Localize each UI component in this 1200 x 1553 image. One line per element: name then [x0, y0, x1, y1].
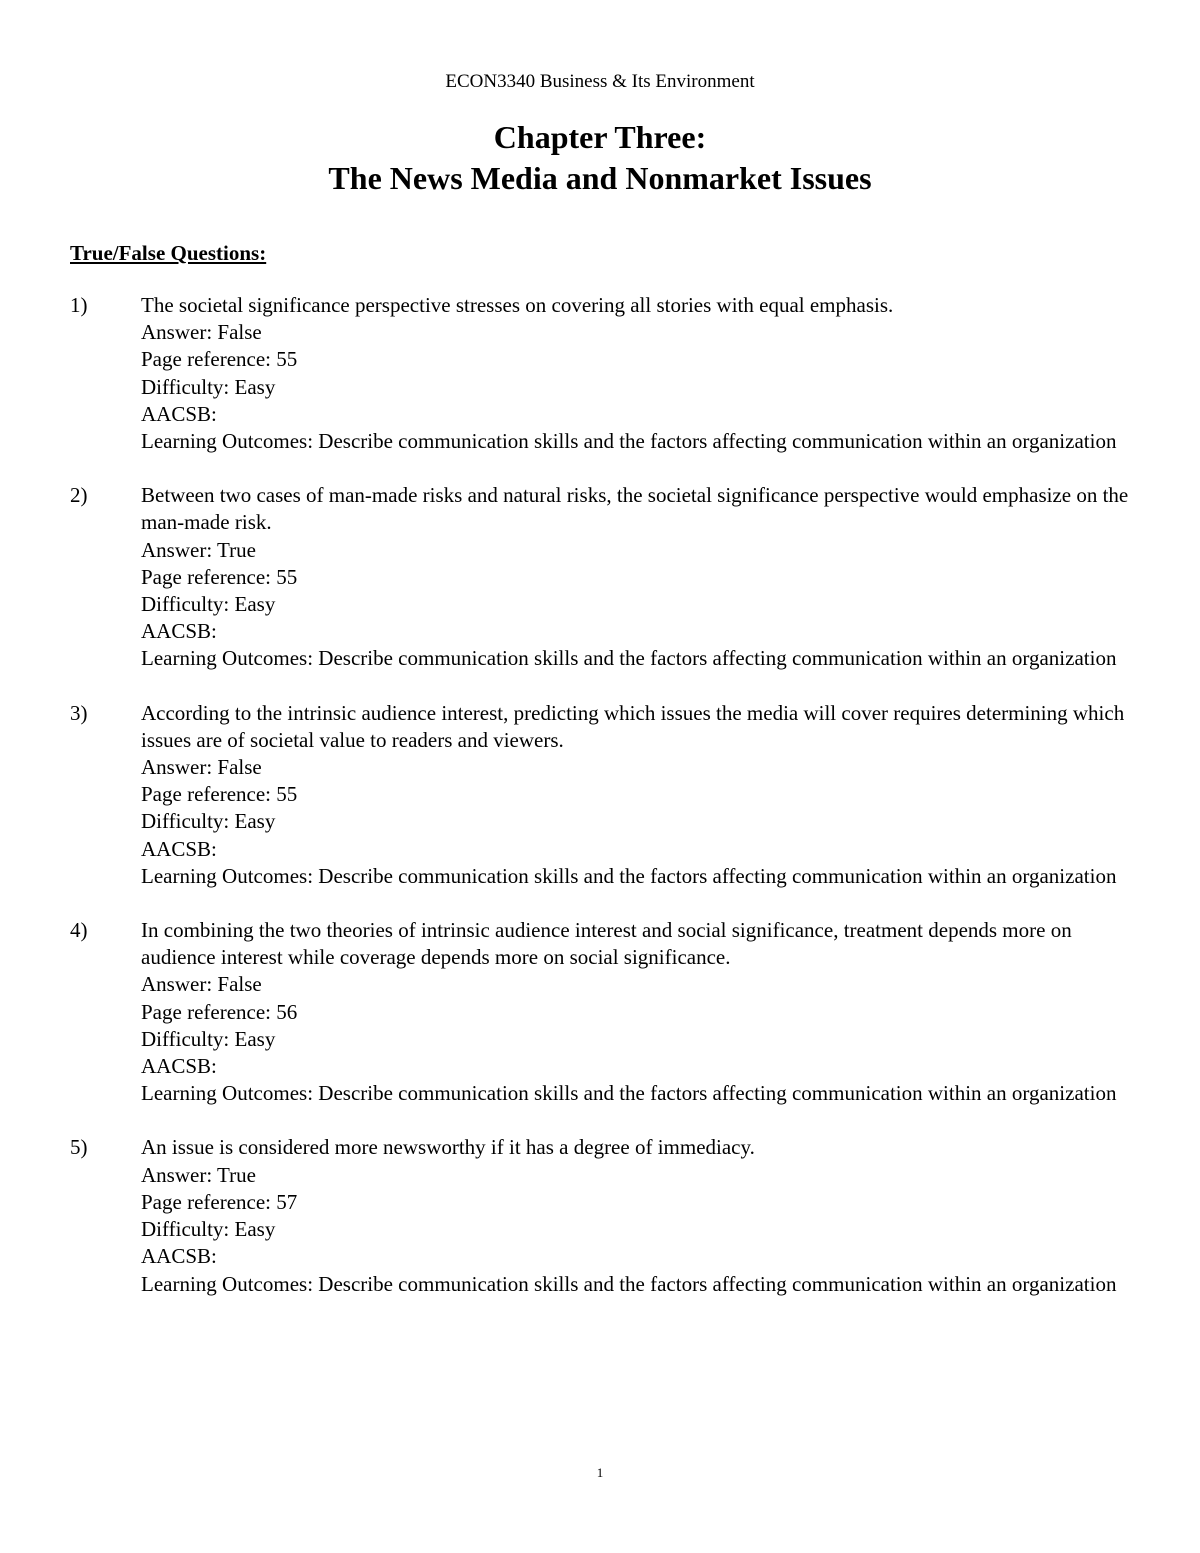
question-body — [141, 917, 1130, 1107]
question-answer: Answer: False — [141, 972, 262, 997]
page-number: 1 — [596, 1465, 604, 1480]
question-answer: Answer: False — [141, 755, 262, 780]
section-heading: True/False Questions: — [70, 241, 267, 265]
question-aacsb: AACSB: — [141, 1244, 217, 1269]
question-difficulty: Difficulty: Easy — [141, 1217, 276, 1242]
question-text: Between two cases of man-made risks and natural risks, the societal significance perspective would emphasize on the man-made risk. — [141, 483, 1129, 535]
question-text: In combining the two theories of intrinsic audience interest and social significance, treatment depends more on audience interest while coverage depends more on social significance. — [141, 918, 1072, 970]
question-text: According to the intrinsic audience interest, predicting which issues the media will cover requires determining which issues are of societal value to readers and viewers. — [141, 700, 1125, 752]
question-learning-outcomes: Learning Outcomes: Describe communication skills and the factors affecting communication within an organization — [141, 1271, 1117, 1296]
question-number: 2) — [70, 483, 88, 508]
question-aacsb: AACSB: — [141, 619, 217, 644]
question-number: 3) — [70, 700, 88, 725]
question-body — [141, 482, 1130, 672]
question-difficulty: Difficulty: Easy — [141, 1026, 276, 1051]
question-difficulty: Difficulty: Easy — [141, 809, 276, 834]
chapter-title — [0, 117, 1200, 199]
chapter-title-line-2: The News Media and Nonmarket Issues — [328, 160, 872, 196]
course-header: ECON3340 Business & Its Environment — [445, 71, 755, 92]
question-page-reference: Page reference: 55 — [141, 347, 298, 372]
question-learning-outcomes: Learning Outcomes: Describe communication skills and the factors affecting communication within an organization — [141, 646, 1117, 671]
question-page-reference: Page reference: 56 — [141, 999, 298, 1024]
question-number: 1) — [70, 293, 88, 317]
question-learning-outcomes: Learning Outcomes: Describe communication skills and the factors affecting communication within an organization — [141, 1081, 1117, 1106]
question-aacsb: AACSB: — [141, 1054, 217, 1079]
question-aacsb: AACSB: — [141, 401, 217, 426]
question-item — [70, 917, 1130, 1107]
question-list — [70, 292, 1130, 1325]
question-page-reference: Page reference: 57 — [141, 1189, 298, 1214]
question-number: 5) — [70, 1135, 88, 1160]
question-difficulty: Difficulty: Easy — [141, 374, 276, 399]
question-body — [141, 292, 1130, 455]
question-body — [141, 700, 1130, 890]
question-answer: Answer: True — [141, 1162, 256, 1187]
question-body — [141, 1134, 1130, 1297]
question-item — [70, 1134, 1130, 1297]
question-answer: Answer: False — [141, 320, 262, 345]
question-page-reference: Page reference: 55 — [141, 782, 298, 807]
question-page-reference: Page reference: 55 — [141, 564, 298, 589]
question-number: 4) — [70, 918, 88, 943]
question-answer: Answer: True — [141, 537, 256, 562]
question-difficulty: Difficulty: Easy — [141, 592, 276, 617]
question-item — [70, 700, 1130, 890]
question-aacsb: AACSB: — [141, 836, 217, 861]
question-learning-outcomes: Learning Outcomes: Describe communication skills and the factors affecting communication within an organization — [141, 863, 1117, 888]
question-text: An issue is considered more newsworthy if it has a degree of immediacy. — [141, 1135, 755, 1160]
question-text: The societal significance perspective stresses on covering all stories with equal emphasis. — [141, 293, 894, 317]
question-item — [70, 292, 1130, 455]
question-item — [70, 482, 1130, 672]
chapter-title-line-1: Chapter Three: — [493, 119, 707, 155]
question-learning-outcomes: Learning Outcomes: Describe communication skills and the factors affecting communication within an organization — [141, 429, 1117, 454]
